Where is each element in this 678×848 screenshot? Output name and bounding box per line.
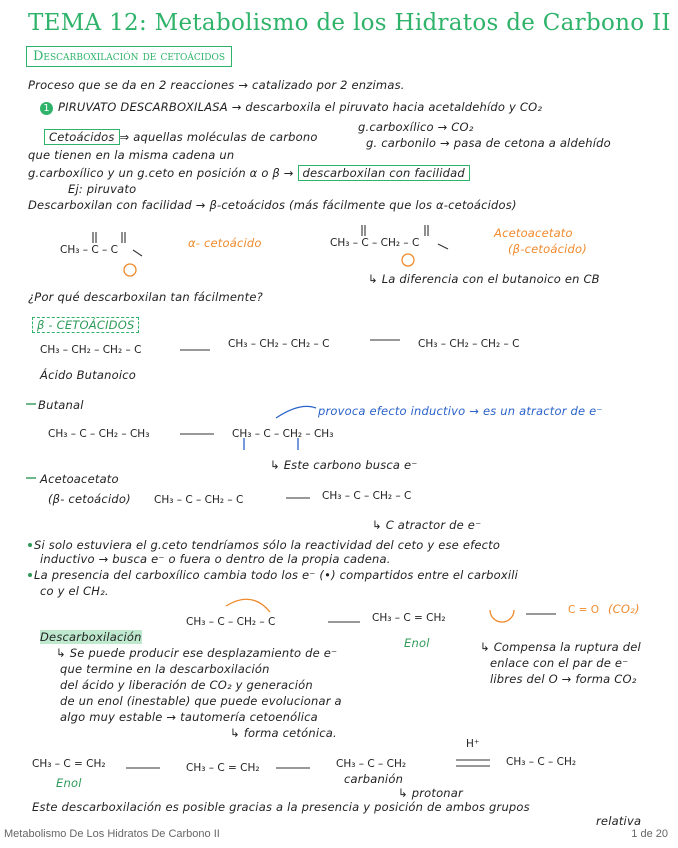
acetoacetate-label: Acetoacetato [494,226,573,240]
compensate-line-2: enlace con el par de e⁻ [490,656,629,670]
alpha-ketoacid-label: α- cetoácido [188,236,262,250]
carbonyl-note: g. carbonilo → pasa de cetona a aldehído [366,136,611,150]
page-title: TEMA 12: Metabolismo de los Hidratos de Carbono II [28,10,671,36]
tautomer-enol: CH₃ – C = CH₂ [32,758,106,770]
decarb-line-3: del ácido y liberación de CO₂ y generación [60,678,313,692]
co2-label: (CO₂) [608,602,640,616]
acetoacetate-heading: Acetoacetato [40,472,119,486]
definition-line-2: que tienen en la misma cadena un [28,148,235,162]
compensate-line-3: libres del O → forma CO₂ [490,672,637,686]
decarb-line-1: ↳ Se puede producir ese desplazamiento de e⁻ [56,646,338,660]
enol-label-2: Enol [56,776,82,790]
decarb-line-6: ↳ forma cetónica. [230,726,337,740]
butanoic-formula: CH₃ – CH₂ – CH₂ – C [40,344,142,356]
tautomer-resonance: CH₃ – C = CH₂ [186,762,260,774]
decarb-line-5: algo muy estable → tautomería cetoenólica [60,710,318,724]
step-number: 1 [40,100,53,115]
enol-label: Enol [404,636,430,650]
bullet-2-line-2: co y el CH₂. [40,584,109,598]
decarboxylation-heading: Descarboxilación [40,630,142,644]
acetoacetate-subheading: (β- cetoácido) [48,492,131,506]
butanoic-difference: ↳ La diferencia con el butanoico en CB [368,272,600,286]
electron-attractor-note: ↳ C atractor de e⁻ [372,518,482,532]
decarboxylation-reactant: CH₃ – C – CH₂ – C [186,616,276,628]
intro-line: Proceso que se da en 2 reacciones → catalizado por 2 enzimas. [28,78,405,92]
butanal-label: Butanal [38,398,84,412]
footer-document-title: Metabolismo De Los Hidratos De Carbono II [4,828,220,840]
beta-ketoacid-line: Descarboxilan con facilidad → β-cetoácidos (más fácilmente que los α-cetoácidos) [28,198,517,212]
enol-product: CH₃ – C = CH₂ [372,612,446,624]
acetoacetate-formula-2: CH₃ – C – CH₂ – C [154,494,244,506]
beta-ketoacids-box: β - CETOÁCIDOS [32,318,139,332]
cetoacidos-definition: Cetoácidos ⇒ aquellas moléculas de carbono [44,130,318,144]
bullet-2-line-1: La presencia del carboxílico cambia todo los e⁻ (•) compartidos entre el carboxili [34,568,519,582]
protonate-note: ↳ protonar [398,786,463,800]
final-line-2: relativa [596,814,642,828]
carboxyl-note: g.carboxílico → CO₂ [358,120,474,134]
proton-label: H⁺ [466,738,480,750]
final-line: Este descarboxilación es posible gracias a la presencia y posición de ambos grupos [32,800,530,814]
pyruvate-formula: CH₃ – C – C [60,244,118,256]
decarb-line-2: que termine en la descarboxilación [60,662,270,676]
pyruvate-decarboxylase-line: PIRUVATO DESCARBOXILASA → descarboxila el piruvato hacia acetaldehído y CO₂ [58,100,543,114]
bullet-1-line-2: inductivo → busca e⁻ o fuera o dentro de la propia cadena. [40,552,391,566]
inductive-effect-note: provoca efecto inductivo → es un atractor de e⁻ [318,404,603,418]
example-line: Ej: piruvato [68,182,137,196]
definition-line-3: g.carboxílico y un g.ceto en posición α o β → descarboxilan con facilidad [28,166,470,180]
acetoacetate-resonance: CH₃ – C – CH₂ – C [322,490,412,502]
why-question: ¿Por qué descarboxilan tan fácilmente? [28,290,263,304]
decarb-line-4: de un enol (inestable) que puede evolucionar a [60,694,342,708]
beta-ketoacid-label: (β-cetoácido) [508,242,587,256]
co2-formula: C = O [568,604,600,616]
butanal-resonance: CH₃ – C – CH₂ – CH₃ [232,428,334,440]
keto-form: CH₃ – C – CH₂ [506,756,577,768]
carbanion-label: carbanión [344,772,404,786]
butanal-formula: CH₃ – C – CH₂ – CH₃ [48,428,150,440]
footer-page-number: 1 de 20 [631,828,668,840]
butanoic-label: Ácido Butanoico [40,368,136,382]
compensate-line-1: ↳ Compensa la ruptura del [480,640,641,654]
bullet-1-line-1: Si solo estuviera el g.ceto tendríamos sólo la reactividad del ceto y ese efecto [34,538,501,552]
butanoic-resonance-1: CH₃ – CH₂ – CH₂ – C [228,338,330,350]
carbon-seeks-electrons: ↳ Este carbono busca e⁻ [270,458,418,472]
acetoacetate-formula: CH₃ – C – CH₂ – C [330,237,420,249]
butanoic-resonance-2: CH₃ – CH₂ – CH₂ – C [418,338,520,350]
carbanion-formula: CH₃ – C – CH₂ [336,758,407,770]
section-title: Descarboxilación de cetoácidos [26,46,232,67]
